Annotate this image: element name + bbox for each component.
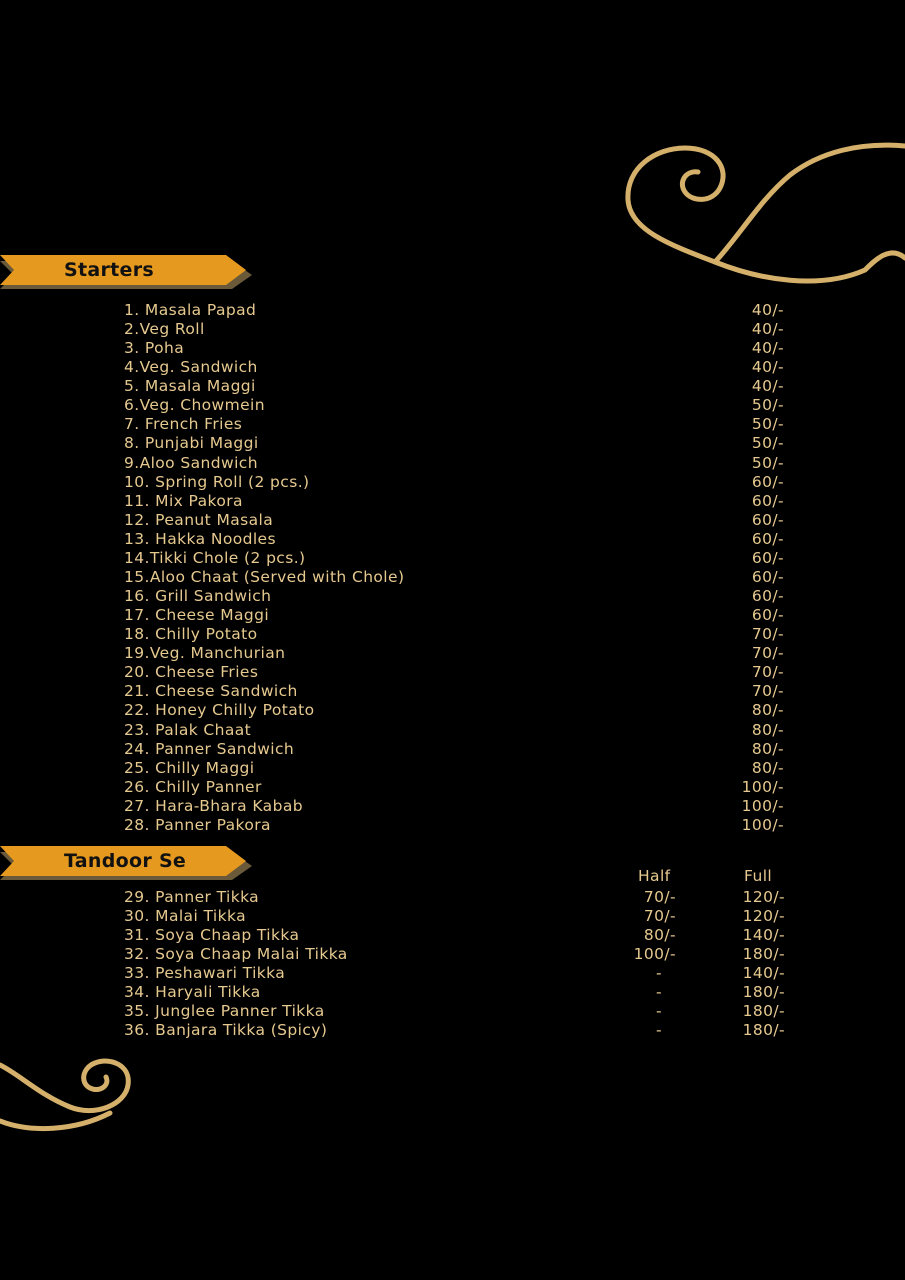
menu-item-price-half: 70/- [643, 888, 676, 906]
menu-item-name: 12. Peanut Masala [124, 510, 274, 529]
menu-item-name: 2.Veg Roll [124, 320, 205, 339]
menu-item-name: 9.Aloo Sandwich [124, 453, 258, 472]
menu-item-price: 80/- [751, 739, 784, 758]
menu-item-price-full: 180/- [742, 983, 785, 1002]
menu-item-row [0, 945, 905, 964]
menu-item-price-half: 100/- [633, 945, 676, 964]
menu-item-row [0, 964, 905, 983]
menu-item-price: 60/- [751, 529, 784, 548]
menu-item-name: 11. Mix Pakora [124, 491, 243, 510]
menu-item-name: 25. Chilly Maggi [124, 758, 255, 777]
menu-item-row [0, 907, 905, 926]
menu-item-price: 60/- [751, 606, 784, 625]
menu-item-row [0, 888, 905, 907]
menu-item-name: 24. Panner Sandwich [124, 739, 295, 758]
menu-item-row [0, 473, 905, 492]
menu-item-name: 8. Punjabi Maggi [124, 434, 259, 453]
menu-item-name: 7. French Fries [124, 415, 243, 434]
menu-item-row [0, 606, 905, 625]
menu-item-name: 18. Chilly Potato [124, 625, 258, 644]
menu-item-name: 16. Grill Sandwich [124, 587, 272, 606]
menu-item-price: 70/- [751, 625, 784, 644]
menu-item-name: 33. Peshawari Tikka [124, 964, 286, 983]
menu-item-name: 29. Panner Tikka [124, 888, 260, 906]
menu-item-price: 60/- [751, 587, 784, 606]
menu-item-price: 100/- [741, 796, 784, 815]
menu-item-price: 40/- [751, 320, 784, 339]
menu-item-name: 21. Cheese Sandwich [124, 682, 298, 701]
menu-item-price: 50/- [751, 415, 784, 434]
menu-item-row [0, 358, 905, 377]
menu-item-row [0, 301, 905, 320]
menu-item-name: 34. Haryali Tikka [124, 983, 261, 1002]
menu-item-name: 26. Chilly Panner [124, 777, 262, 796]
menu-item-price-half: - [656, 1021, 662, 1040]
menu-item-row [0, 320, 905, 339]
menu-item-price-half: - [656, 1002, 662, 1021]
menu-item-price: 50/- [751, 434, 784, 453]
menu-item-price: 100/- [741, 815, 784, 834]
menu-item-price: 40/- [751, 358, 784, 377]
menu-item-name: 30. Malai Tikka [124, 907, 246, 926]
column-header-full: Full [744, 867, 773, 885]
section-banner-tandoor [0, 846, 252, 880]
menu-item-name: 3. Poha [124, 339, 185, 358]
menu-item-row [0, 663, 905, 682]
menu-item-name: 10. Spring Roll (2 pcs.) [124, 472, 310, 491]
menu-item-row [0, 530, 905, 549]
menu-item-row [0, 415, 905, 434]
menu-item-price-half: 70/- [643, 907, 676, 926]
menu-item-price: 80/- [751, 758, 784, 777]
menu-item-row [0, 511, 905, 530]
menu-item-name: 35. Junglee Panner Tikka [124, 1002, 325, 1021]
menu-item-name: 27. Hara-Bhara Kabab [124, 796, 303, 815]
menu-item-name: 22. Honey Chilly Potato [124, 701, 315, 720]
menu-item-price: 60/- [751, 567, 784, 586]
menu-item-row [0, 377, 905, 396]
menu-item-row [0, 797, 905, 816]
menu-item-price-full: 120/- [742, 907, 785, 926]
menu-item-price-full: 180/- [742, 945, 785, 964]
menu-item-price-full: 120/- [742, 888, 785, 906]
menu-item-price-half: 80/- [643, 926, 676, 945]
menu-item-price: 70/- [751, 663, 784, 682]
paisley-swirl-top [620, 140, 905, 290]
menu-item-row [0, 396, 905, 415]
menu-item-price: 40/- [751, 301, 784, 319]
menu-item-row [0, 339, 905, 358]
menu-item-row [0, 454, 905, 473]
menu-item-price: 60/- [751, 510, 784, 529]
menu-item-price-full: 180/- [742, 1021, 785, 1040]
menu-item-row [0, 701, 905, 720]
menu-item-row [0, 1002, 905, 1021]
menu-item-row [0, 816, 905, 835]
menu-item-price-half: - [656, 964, 662, 983]
column-header-half: Half [638, 867, 671, 885]
menu-item-name: 15.Aloo Chaat (Served with Chole) [124, 567, 405, 586]
section-title-tandoor: Tandoor Se [64, 850, 187, 872]
menu-item-price: 80/- [751, 720, 784, 739]
menu-item-price: 50/- [751, 453, 784, 472]
menu-item-name: 19.Veg. Manchurian [124, 644, 286, 663]
menu-item-row [0, 740, 905, 759]
section-banner-starters [0, 255, 252, 289]
menu-item-price-half: - [656, 983, 662, 1002]
menu-item-row [0, 926, 905, 945]
menu-item-row [0, 434, 905, 453]
menu-item-price: 60/- [751, 472, 784, 491]
menu-item-price: 60/- [751, 491, 784, 510]
menu-item-row [0, 1021, 905, 1040]
menu-item-row [0, 778, 905, 797]
menu-item-name: 20. Cheese Fries [124, 663, 259, 682]
menu-item-name: 4.Veg. Sandwich [124, 358, 258, 377]
menu-item-price-full: 140/- [742, 964, 785, 983]
menu-item-name: 31. Soya Chaap Tikka [124, 926, 300, 945]
menu-item-row [0, 549, 905, 568]
menu-item-row [0, 682, 905, 701]
paisley-swirl-bottom [0, 1055, 135, 1135]
menu-item-price: 60/- [751, 548, 784, 567]
menu-item-row [0, 644, 905, 663]
menu-item-price: 40/- [751, 339, 784, 358]
menu-item-row [0, 492, 905, 511]
menu-item-name: 1. Masala Papad [124, 301, 257, 319]
menu-item-price: 100/- [741, 777, 784, 796]
menu-item-name: 28. Panner Pakora [124, 815, 271, 834]
menu-item-name: 6.Veg. Chowmein [124, 396, 265, 415]
menu-item-row [0, 983, 905, 1002]
menu-item-row [0, 759, 905, 778]
menu-item-price: 50/- [751, 396, 784, 415]
menu-item-name: 5. Masala Maggi [124, 377, 256, 396]
menu-item-name: 23. Palak Chaat [124, 720, 252, 739]
menu-item-price: 70/- [751, 644, 784, 663]
menu-item-row [0, 587, 905, 606]
menu-item-price: 40/- [751, 377, 784, 396]
menu-item-name: 13. Hakka Noodles [124, 529, 276, 548]
menu-item-row [0, 568, 905, 587]
menu-item-name: 14.Tikki Chole (2 pcs.) [124, 548, 306, 567]
menu-item-price: 70/- [751, 682, 784, 701]
menu-item-name: 17. Cheese Maggi [124, 606, 270, 625]
menu-item-row [0, 721, 905, 740]
menu-item-name: 36. Banjara Tikka (Spicy) [124, 1021, 328, 1040]
menu-item-name: 32. Soya Chaap Malai Tikka [124, 945, 348, 964]
menu-item-price: 80/- [751, 701, 784, 720]
menu-item-price-full: 180/- [742, 1002, 785, 1021]
menu-item-row [0, 625, 905, 644]
section-title-starters: Starters [64, 259, 155, 281]
menu-item-price-full: 140/- [742, 926, 785, 945]
